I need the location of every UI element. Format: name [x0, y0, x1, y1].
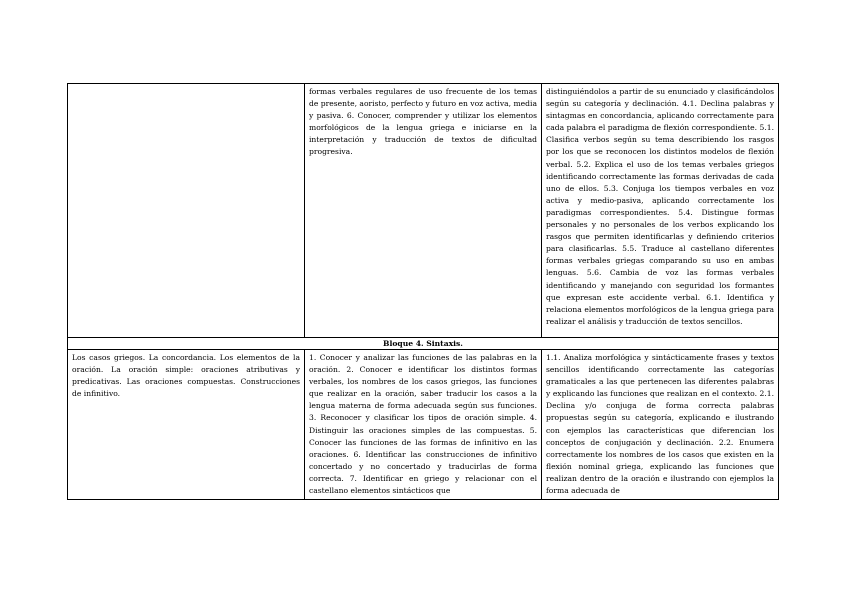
criteria-text: 1. Conocer y analizar las funciones de las palabras en la oración. 2. Conocer e identificar los distintos formas verbales, los nombres de los casos griegos, las funciones que realizar en la oración, saber traducir los casos a la lengua materna de forma adecuada según sus funciones. 3. Reconocer y clasificar los tipos de oración simple. 4. Distinguir las oraciones simples de las compuestas. 5. Conocer las funciones de las formas de infinitivo en las oraciones. 6. Identificar las construcciones de infinitivo concertado y no concertado y traducirlas de forma correcta. 7. Identificar en griego y relacionar con el castellano elementos sintácticos que — [309, 353, 537, 496]
standards-text: 1.1. Analiza morfológica y sintácticamente frases y textos sencillos identificando correctamente las categorías gramaticales a las que pertenecen las diferentes palabras y explicando las funciones que realizan en el contexto. 2.1. Declina y/o conjuga de forma correcta palabras propuestas según su categoría, explicando e ilustrando con ejemplos las características que diferencian los conceptos de conjugación y declinación. 2.2. Enumera correctamente los nombres de los casos que existen en la flexión nominal griega, explicando las funciones que realizan dentro de la oración e ilustrando con ejemplos la forma adecuada de — [546, 353, 774, 496]
table-row — [68, 350, 779, 500]
criteria-cell — [305, 350, 542, 500]
contents-text: Los casos griegos. La concordancia. Los elementos de la oración. La oración simple: oraciones atributivas y predicativas. Las oraciones compuestas. Construcciones de infinitivo. — [72, 353, 300, 399]
standards-cell — [542, 350, 779, 500]
block-title: Bloque 4. Sintaxis. — [68, 338, 779, 350]
block-header-row — [68, 338, 779, 350]
table-row — [68, 84, 779, 338]
criteria-text: formas verbales regulares de uso frecuente de los temas de presente, aoristo, perfecto y futuro en voz activa, media y pasiva. 6. Conocer, comprender y utilizar los elementos morfológicos de la lengua griega e iniciarse en la interpretación y traducción de textos de dificultad progresiva. — [309, 87, 537, 157]
contents-cell — [68, 350, 305, 500]
contents-cell — [68, 84, 305, 338]
standards-text: distinguiéndolos a partir de su enunciado y clasificándolos según su categoría y declinación. 4.1. Declina palabras y sintagmas en concordancia, aplicando correctamente para cada palabra el paradigma de flexión correspondiente. 5.1. Clasifica verbos según su tema describiendo los rasgos por los que se reconocen los distintos modelos de flexión verbal. 5.2. Explica el uso de los temas verbales griegos identificando correctamente las formas derivadas de cada uno de ellos. 5.3. Conjuga los tiempos verbales en voz activa y medio-pasiva, aplicando correctamente los paradigmas correspondientes. 5.4. Distingue formas personales y no personales de los verbos explicando los rasgos que permiten identificarlas y definiendo criterios para clasificarlas. 5.5. Traduce al castellano diferentes formas verbales griegas comparando su uso en ambas lenguas. 5.6. Cambia de voz las formas verbales identificando y manejando con seguridad los formantes que expresan este accidente verbal. 6.1. Identifica y relaciona elementos morfológicos de la lengua griega para realizar el análisis y traducción de textos sencillos. — [546, 87, 774, 326]
curriculum-table — [67, 83, 779, 500]
criteria-cell — [305, 84, 542, 338]
standards-cell — [542, 84, 779, 338]
